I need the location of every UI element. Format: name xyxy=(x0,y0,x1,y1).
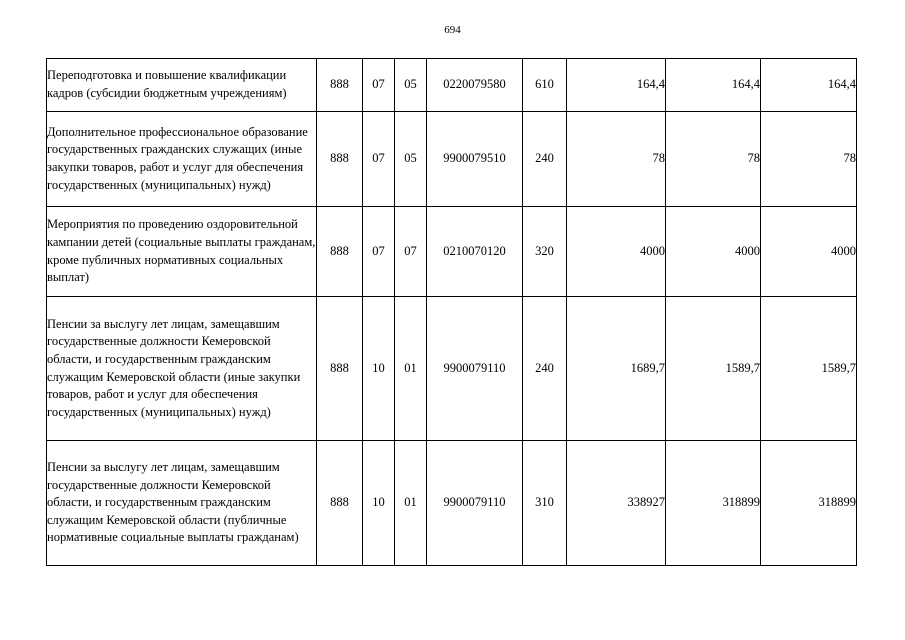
subsection-code: 01 xyxy=(395,441,427,566)
table-row xyxy=(47,441,857,566)
row-name: Мероприятия по проведению оздоровительной кампании детей (социальные выплаты гражданам, кроме публичных нормативных социальных выплат) xyxy=(47,207,317,297)
target-article-code: 0210070120 xyxy=(427,207,523,297)
ministry-code: 888 xyxy=(317,297,363,441)
expense-type-code: 310 xyxy=(523,441,567,566)
table-row xyxy=(47,59,857,112)
section-code: 07 xyxy=(363,59,395,112)
target-article-code: 9900079110 xyxy=(427,441,523,566)
subsection-code: 05 xyxy=(395,59,427,112)
amount-2: 78 xyxy=(666,112,761,207)
ministry-code: 888 xyxy=(317,59,363,112)
amount-1: 164,4 xyxy=(567,59,666,112)
amount-3: 1589,7 xyxy=(761,297,857,441)
expense-type-code: 610 xyxy=(523,59,567,112)
amount-3: 78 xyxy=(761,112,857,207)
target-article-code: 9900079110 xyxy=(427,297,523,441)
table-row xyxy=(47,112,857,207)
section-code: 07 xyxy=(363,207,395,297)
target-article-code: 9900079510 xyxy=(427,112,523,207)
section-code: 10 xyxy=(363,297,395,441)
amount-1: 1689,7 xyxy=(567,297,666,441)
amount-2: 1589,7 xyxy=(666,297,761,441)
amount-2: 164,4 xyxy=(666,59,761,112)
expense-type-code: 240 xyxy=(523,297,567,441)
subsection-code: 05 xyxy=(395,112,427,207)
row-name: Пенсии за выслугу лет лицам, замещавшим государственные должности Кемеровской области, и государственным гражданским служащим Кемеровской области (иные закупки товаров, работ и услуг для обеспечения государственных (муниципальных) нужд) xyxy=(47,297,317,441)
amount-1: 4000 xyxy=(567,207,666,297)
page-number: 694 xyxy=(444,24,461,36)
ministry-code: 888 xyxy=(317,207,363,297)
amount-2: 318899 xyxy=(666,441,761,566)
table-row xyxy=(47,207,857,297)
amount-3: 4000 xyxy=(761,207,857,297)
row-name: Пенсии за выслугу лет лицам, замещавшим государственные должности Кемеровской области, и государственным гражданским служащим Кемеровской области (публичные нормативные социальные выплаты гражданам) xyxy=(47,441,317,566)
amount-2: 4000 xyxy=(666,207,761,297)
subsection-code: 07 xyxy=(395,207,427,297)
ministry-code: 888 xyxy=(317,112,363,207)
subsection-code: 01 xyxy=(395,297,427,441)
amount-3: 318899 xyxy=(761,441,857,566)
amount-1: 338927 xyxy=(567,441,666,566)
row-name: Дополнительное профессиональное образование государственных гражданских служащих (иные закупки товаров, работ и услуг для обеспечения государственных (муниципальных) нужд) xyxy=(47,112,317,207)
expense-type-code: 320 xyxy=(523,207,567,297)
amount-3: 164,4 xyxy=(761,59,857,112)
amount-1: 78 xyxy=(567,112,666,207)
target-article-code: 0220079580 xyxy=(427,59,523,112)
expense-type-code: 240 xyxy=(523,112,567,207)
row-name: Переподготовка и повышение квалификации кадров (субсидии бюджетным учреждениям) xyxy=(47,59,317,112)
ministry-code: 888 xyxy=(317,441,363,566)
table-row xyxy=(47,297,857,441)
budget-table xyxy=(46,58,857,566)
section-code: 07 xyxy=(363,112,395,207)
section-code: 10 xyxy=(363,441,395,566)
